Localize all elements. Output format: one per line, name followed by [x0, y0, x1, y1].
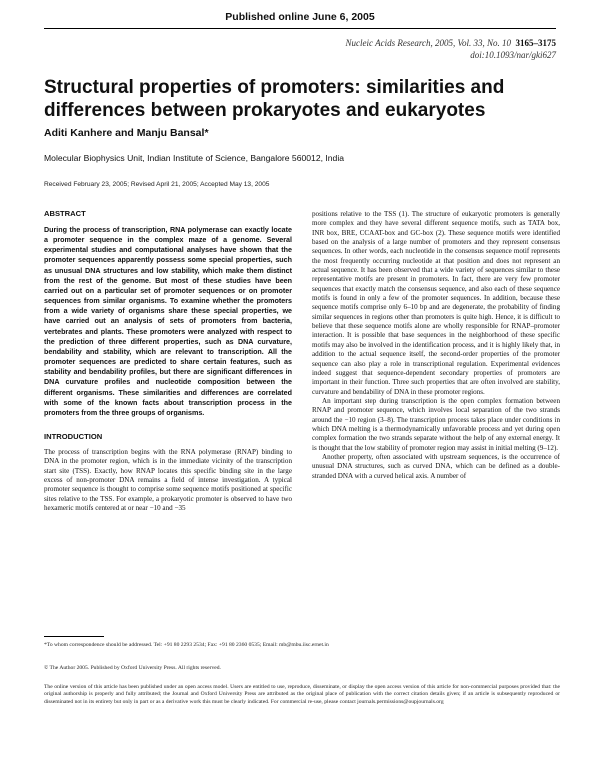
copyright-notice: © The Author 2005. Published by Oxford University Press. All rights reserved.	[44, 665, 221, 671]
body-paragraph: positions relative to the TSS (1). The structure of eukaryotic promoters is generally more complex and they have several different sequence motifs, such as TATA box, INR box, BRE, CCAAT-box and GC-box (2). These sequence motifs were identified based on the analysis of a large number of promoters and they represent consensus sequences. In other words, each nucleotide in the consensus sequence motif represents the most frequently occurring nucleotide at that position and does not represent an actual sequence. It has been observed that a wide variety of sequences similar to these representative motifs are present in promoters. In fact, there are very few promoter sequences that exactly match the consensus sequence, and also each of these sequence motifs is found in only a few of the promoter sequences. In addition, because these sequence motifs comprise only 6–10 bp and are degenerate, the probability of finding similar sequences in regions other than promoters is quite high. Hence, it is difficult to believe that these sequence motifs alone are wholly responsible for RNAP–promoter interaction. It is possible that base sequences in the neighborhood of these specific motifs may also be involved in the identification process, and it is highly likely that, in addition to the actual sequence itself, the second-order properties of the promoter sequence can also play a role in transcriptional regulation. Experimental evidences indeed suggest that sequence-dependent secondary properties of promoters are important in their function. Three such properties that are often involved are stability, curvature and bendability of DNA in these promoter regions.	[312, 210, 560, 396]
footnote-rule	[44, 636, 104, 637]
journal-citation-block	[346, 37, 556, 61]
published-online-line: Published online June 6, 2005	[225, 11, 375, 23]
correspondence-footnote: *To whom correspondence should be addressed. Tel: +91 80 2293 2534; Fax: +91 80 2360 0535; Email: mb@mbu.iisc.ernet.in	[44, 642, 329, 648]
open-access-notice: The online version of this article has been published under an open access model. Users are entitled to use, reproduce, disseminate, or display the open access version of this article for non-commercial purposes provided that: the original authorship is properly and fully attributed; the Journal and Oxford University Press are attributed as the original place of publication with the correct citation details given; if an article is subsequently reproduced or disseminated not in its entirety but only in part or as a derivative work this must be clearly indicated. For commercial re-use, please contact journals.permissions@oupjournals.org	[44, 684, 560, 705]
abstract-heading: ABSTRACT	[44, 209, 86, 218]
submission-dates: Received February 23, 2005; Revised April 21, 2005; Accepted May 13, 2005	[44, 181, 270, 188]
author-list: Aditi Kanhere and Manju Bansal*	[44, 127, 209, 139]
left-column	[44, 209, 292, 513]
page-range: 3165–3175	[515, 38, 556, 48]
introduction-paragraph: The process of transcription begins with the RNA polymerase (RNAP) binding to DNA in the promoter region, which is in the immediate vicinity of the transcription start site (TSS). Exactly, how RNAP locates this specific binding site in the large excess of non-promoter DNA remains a field of intense investigation. A typical promoter sequence is thought to comprise some sequence motifs positioned at specific sites relative to the TSS. For example, a prokaryotic promoter is observed to have two hexameric motifs centered at or near −10 and −35	[44, 447, 292, 513]
article-title: Structural properties of promoters: similarities and differences between prokaryotes and eukaryotes	[44, 77, 505, 121]
body-paragraph: An important step during transcription is the open complex formation between RNAP and promoter sequence, which involves local separation of the two strands around the −10 region (3–8). The transcription process takes place under conditions in which DNA melting is a thermodynamically unfavorable process and yet during open complex formation the two strands separate without the help of any external energy. It is thought that the low stability of promoter region may assist in initial melting (9–12).	[312, 396, 560, 452]
abstract-text: During the process of transcription, RNA polymerase can exactly locate a promoter sequence in the complex maze of a genome. Several experimental studies and computational analyses have shown that the promoter sequences apparently possess some special properties, such as unusual DNA structures and low stability, which make them distinct from the rest of the genome. But most of these studies have been carried out on a particular set of promoter sequences or on promoter sequences from similar organisms. To examine whether the promoters from a wide variety of organisms share these special properties, we have carried out an analysis of sets of promoters from bacteria, vertebrates and plants. These promoters were analyzed with respect to the prediction of three different properties, such as DNA curvature, bendability and stability, which are relevant to transcription. All the promoter sequences are predicted to share certain features, such as stability and bendability profiles, but there are significant differences in DNA curvature profiles and nucleotide composition between the different organisms. These similarities and differences are correlated with some of the known facts about transcription process in the promoters from the three groups of organisms.	[44, 226, 292, 417]
right-column	[312, 210, 560, 481]
header-rule	[44, 28, 556, 29]
doi: doi:10.1093/nar/gki627	[470, 50, 556, 60]
journal-citation: Nucleic Acids Research, 2005, Vol. 33, No. 10	[345, 38, 511, 48]
affiliation: Molecular Biophysics Unit, Indian Institute of Science, Bangalore 560012, India	[44, 153, 345, 163]
introduction-heading: INTRODUCTION	[44, 431, 103, 441]
body-paragraph: Another property, often associated with upstream sequences, is the occurrence of unusual DNA structures, such as curved DNA, which can be defined as a double-stranded DNA with a curved helical axis. A number of	[312, 452, 560, 480]
